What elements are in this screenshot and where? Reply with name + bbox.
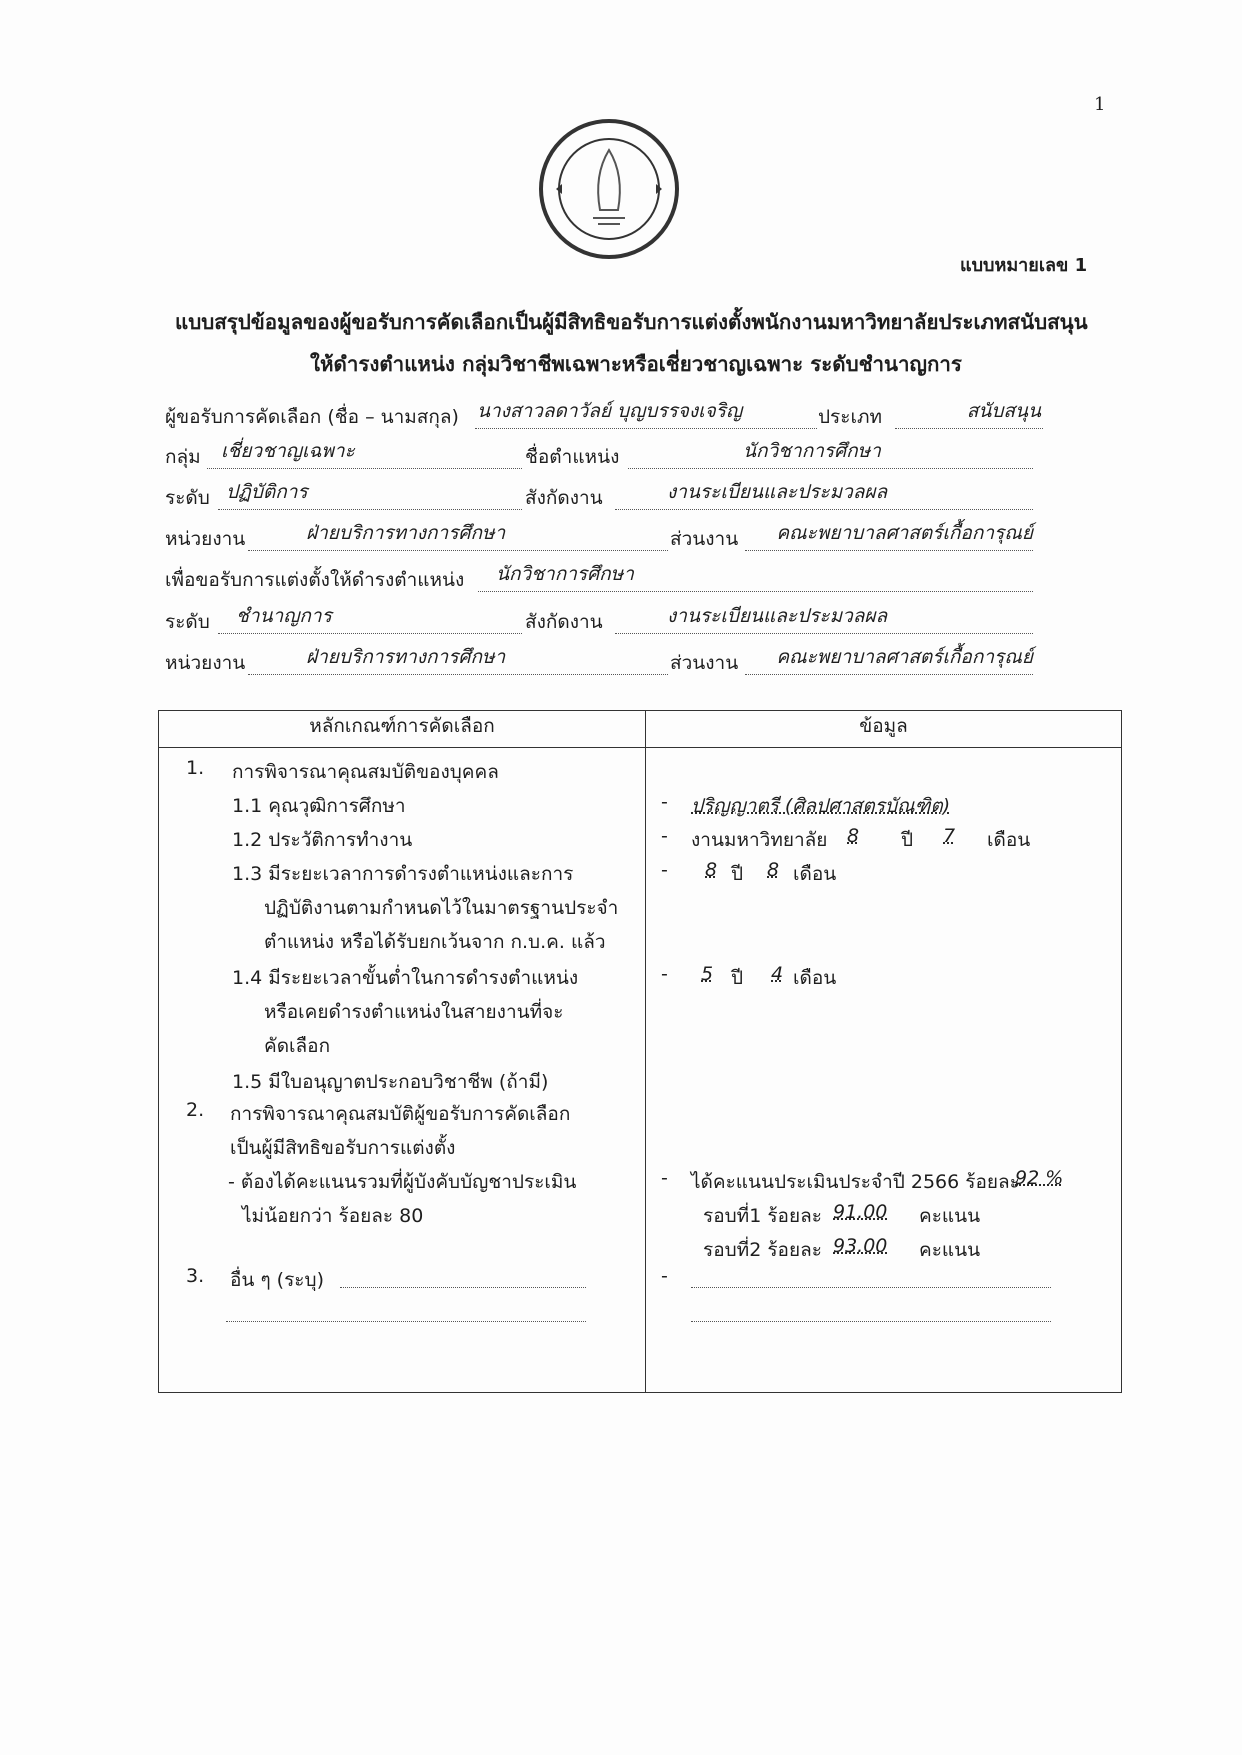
d1-2-year-unit: ปี xyxy=(901,829,914,851)
document-title-line2: ให้ดำรงตำแหน่ง กลุ่มวิชาชีพเฉพาะหรือเชี่ยวชาญเฉพาะ ระดับชำนาญการ xyxy=(310,352,962,376)
dept-field xyxy=(615,481,1033,510)
d1-4-years: 5 xyxy=(701,963,714,985)
d1-1-dash: - xyxy=(661,791,668,813)
requested-level-label: ระดับ xyxy=(165,611,210,633)
d2-value: 92 % xyxy=(1015,1167,1064,1189)
faculty-label: ส่วนงาน xyxy=(670,528,739,550)
c1-1: 1.1 คุณวุฒิการศึกษา xyxy=(232,795,406,817)
requested-position-value: นักวิชาการศึกษา xyxy=(496,563,634,585)
c1-title: การพิจารณาคุณสมบัติของบุคคล xyxy=(232,761,499,783)
d1-3-months: 8 xyxy=(767,859,780,881)
d1-2-dash: - xyxy=(661,825,668,847)
d1-3-dash: - xyxy=(661,859,668,881)
c2-number: 2. xyxy=(186,1099,205,1121)
position-field xyxy=(628,440,1033,469)
position-value: นักวิชาการศึกษา xyxy=(743,440,881,462)
c1-4b: หรือเคยดำรงตำแหน่งในสายงานที่จะ xyxy=(264,1001,564,1023)
c2-b: เป็นผู้มีสิทธิขอรับการแต่งตั้ง xyxy=(230,1137,456,1159)
d3-fill-line2 xyxy=(691,1301,1051,1322)
requested-dept-field xyxy=(615,605,1033,634)
faculty-value: คณะพยาบาลศาสตร์เกื้อการุณย์ xyxy=(776,522,1033,544)
d2-dash: - xyxy=(661,1167,668,1189)
d1-4-months: 4 xyxy=(771,963,784,985)
type-field xyxy=(895,400,1043,429)
university-seal-icon xyxy=(538,118,680,260)
d3-fill-line xyxy=(691,1267,1051,1288)
c3-fill-line2 xyxy=(226,1301,586,1322)
group-label: กลุ่ม xyxy=(165,446,201,468)
dept-value: งานระเบียนและประมวลผล xyxy=(667,481,888,503)
d1-3-month-unit: เดือน xyxy=(793,863,837,885)
d1-3-years: 8 xyxy=(705,859,718,881)
criteria-cell xyxy=(159,748,646,1393)
d1-4-year-unit: ปี xyxy=(731,967,744,989)
requested-faculty-label: ส่วนงาน xyxy=(670,652,739,674)
d1-4-dash: - xyxy=(661,963,668,985)
name-value: นางสาวลดาวัลย์ บุญบรรจงเจริญ xyxy=(477,400,743,422)
c1-5: 1.5 มีใบอนุญาตประกอบวิชาชีพ (ถ้ามี) xyxy=(232,1071,549,1093)
requested-level-field xyxy=(218,605,522,634)
c2-a: การพิจารณาคุณสมบัติผู้ขอรับการคัดเลือก xyxy=(230,1103,571,1125)
type-value: สนับสนุน xyxy=(966,400,1041,422)
c1-4c: คัดเลือก xyxy=(264,1035,331,1057)
group-value: เชี่ยวชาญเฉพาะ xyxy=(221,440,355,462)
table-body-row xyxy=(159,748,1122,1393)
criteria-table xyxy=(158,710,1122,1393)
c3-fill-line xyxy=(340,1267,586,1288)
c3-number: 3. xyxy=(186,1265,205,1287)
level-label: ระดับ xyxy=(165,487,210,509)
d1-4-month-unit: เดือน xyxy=(793,967,837,989)
requested-dept-label: สังกัดงาน xyxy=(525,611,603,633)
requested-unit-value: ฝ่ายบริการทางการศึกษา xyxy=(306,646,506,668)
group-field xyxy=(207,440,522,469)
c1-3c: ตำแหน่ง หรือได้รับยกเว้นจาก ก.บ.ค. แล้ว xyxy=(264,931,606,953)
page-number: 1 xyxy=(1094,94,1106,115)
d1-2-months: 7 xyxy=(943,825,956,847)
round1-label: รอบที่1 ร้อยละ xyxy=(703,1205,822,1227)
d1-2-years: 8 xyxy=(847,825,860,847)
requested-position-field xyxy=(478,563,1033,592)
c1-2: 1.2 ประวัติการทำงาน xyxy=(232,829,413,851)
requested-dept-value: งานระเบียนและประมวลผล xyxy=(667,605,888,627)
unit-field xyxy=(248,522,668,551)
header-criteria: หลักเกณฑ์การคัดเลือก xyxy=(159,711,646,748)
type-label: ประเภท xyxy=(818,406,883,428)
level-field xyxy=(218,481,522,510)
d1-2-label: งานมหาวิทยาลัย xyxy=(691,829,828,851)
requested-faculty-field xyxy=(745,646,1033,675)
unit-label: หน่วยงาน xyxy=(165,528,246,550)
c2-d: ไม่น้อยกว่า ร้อยละ 80 xyxy=(242,1205,424,1227)
c3-label: อื่น ๆ (ระบุ) xyxy=(230,1269,324,1291)
c1-3b: ปฏิบัติงานตามกำหนดไว้ในมาตรฐานประจำ xyxy=(264,897,619,919)
unit-value: ฝ่ายบริการทางการศึกษา xyxy=(306,522,506,544)
dept-label: สังกัดงาน xyxy=(525,487,603,509)
faculty-field xyxy=(745,522,1033,551)
d1-3-year-unit: ปี xyxy=(731,863,744,885)
round2-unit: คะแนน xyxy=(919,1239,981,1261)
requested-unit-field xyxy=(248,646,668,675)
name-label: ผู้ขอรับการคัดเลือก (ชื่อ – นามสกุล) xyxy=(165,406,459,428)
requested-level-value: ชำนาญการ xyxy=(236,605,332,627)
c1-4a: 1.4 มีระยะเวลาขั้นต่ำในการดำรงตำแหน่ง xyxy=(232,967,579,989)
header-data: ข้อมูล xyxy=(646,711,1122,748)
name-field xyxy=(475,400,817,429)
round2-value: 93.00 xyxy=(833,1235,888,1257)
requested-unit-label: หน่วยงาน xyxy=(165,652,246,674)
d1-2-month-unit: เดือน xyxy=(987,829,1031,851)
table-header-row xyxy=(159,711,1122,748)
data-cell xyxy=(646,748,1122,1393)
round2-label: รอบที่2 ร้อยละ xyxy=(703,1239,822,1261)
d1-1-value: ปริญญาตรี (ศิลปศาสตรบัณฑิต) xyxy=(691,795,951,817)
document-title-line1: แบบสรุปข้อมูลของผู้ขอรับการคัดเลือกเป็นผู้มีสิทธิขอรับการแต่งตั้งพนักงานมหาวิทยาลัยประเภทสนับสนุน xyxy=(175,310,1088,334)
level-value: ปฏิบัติการ xyxy=(226,481,308,503)
round1-value: 91.00 xyxy=(833,1201,888,1223)
d3-dash: - xyxy=(661,1265,668,1287)
requested-faculty-value: คณะพยาบาลศาสตร์เกื้อการุณย์ xyxy=(776,646,1033,668)
form-number: แบบหมายเลข 1 xyxy=(960,255,1088,276)
c2-c: - ต้องได้คะแนนรวมที่ผู้บังคับบัญชาประเมิน xyxy=(228,1171,577,1193)
c1-number: 1. xyxy=(186,757,205,779)
c1-3a: 1.3 มีระยะเวลาการดำรงตำแหน่งและการ xyxy=(232,863,574,885)
round1-unit: คะแนน xyxy=(919,1205,981,1227)
d2-label: ได้คะแนนประเมินประจำปี 2566 ร้อยละ xyxy=(691,1171,1020,1193)
requested-position-label: เพื่อขอรับการแต่งตั้งให้ดำรงตำแหน่ง xyxy=(165,569,465,591)
position-label: ชื่อตำแหน่ง xyxy=(525,446,620,468)
